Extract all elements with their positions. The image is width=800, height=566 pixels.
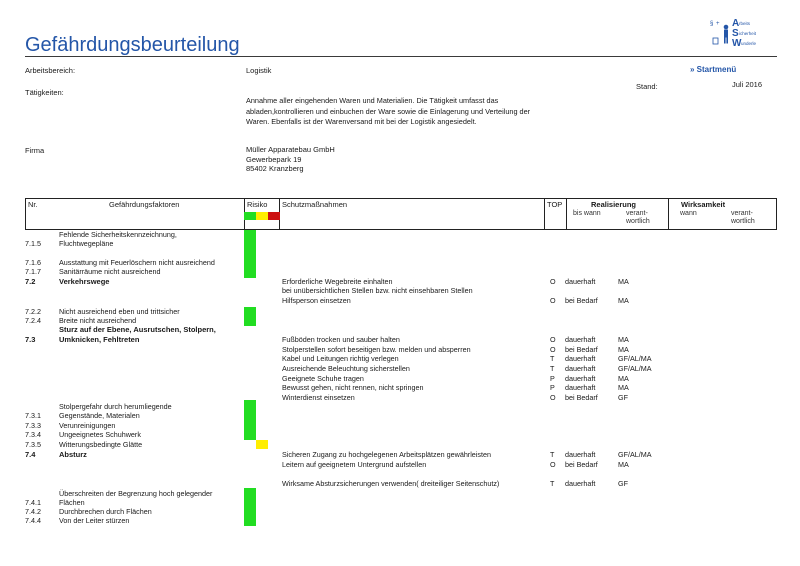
table-row: Überschreiten der Begrenzung hoch gelegender: [59, 489, 213, 498]
taetigkeiten-value: Annahme aller eingehenden Waren und Materialien. Die Tätigkeit umfasst das abladen,kontrollieren und einbuchen der Ware sowie die Einlagerung und Verteilung der Waren. Ebenfalls ist der Warenversand mit bei der Logistik angesiedelt.: [246, 96, 531, 126]
measure-row: Leitern auf geeignetem Untergrund aufstellen O bei Bedarf MA: [282, 460, 629, 469]
table-row: 7.3.1 Gegenstände, Materialen: [25, 411, 140, 420]
logo-letter-w: W: [732, 38, 742, 49]
col-nr: Nr.: [28, 200, 38, 209]
table-row: 7.1.6 Ausstattung mit Feuerlöschern nicht ausreichend: [25, 258, 215, 267]
col-verant-b2: wortlich: [731, 218, 755, 225]
col-measures: Schutzmaßnahmen: [282, 200, 348, 209]
arbeitsbereich-value: Logistik: [246, 66, 272, 75]
col-top: TOP: [547, 200, 563, 209]
table-row-section: 7.4 Absturz: [25, 450, 87, 459]
table-row: 7.3.4 Ungeeignetes Schuhwerk: [25, 430, 141, 439]
table-header: [25, 198, 777, 230]
table-row: 7.1.7 Sanitärräume nicht ausreichend: [25, 267, 161, 276]
col-wann: wann: [680, 210, 697, 217]
col-realisierung: Realisierung: [591, 200, 637, 209]
measure-row: Geeignete Schuhe tragen P dauerhaft MA: [282, 374, 629, 383]
col-factors: Gefährdungsfaktoren: [109, 200, 180, 209]
asw-logo: [708, 16, 778, 50]
svg-text:+: +: [716, 21, 720, 27]
table-row: 7.3.5 Witterungsbedingte Glätte: [25, 440, 143, 449]
table-row: 7.4.1 Flächen: [25, 498, 85, 507]
risk-legend-red: [268, 212, 280, 220]
measure-row: Hilfsperson einsetzen O bei Bedarf MA: [282, 296, 629, 305]
measure-row: Erforderliche Wegebreite einhalten O dauerhaft MA: [282, 277, 629, 286]
risk-legend-yellow: [256, 212, 268, 220]
table-row: 7.2.2 Nicht ausreichend eben und trittsicher: [25, 307, 180, 316]
table-row-section: 7.3 Umknicken, Fehltreten: [25, 335, 140, 344]
logo-word-2: icherheit: [739, 31, 757, 36]
col-verant-a1: verant-: [626, 210, 648, 217]
col-wirksamkeit: Wirksamkeit: [681, 200, 726, 209]
logo-letter-s: S: [732, 28, 739, 39]
firma-label: Firma: [25, 146, 45, 155]
table-row-section: 7.2 Verkehrswege: [25, 277, 110, 286]
risk-block-green-1: [244, 230, 256, 278]
col-verant-b1: verant-: [731, 210, 753, 217]
firma-street: Gewerbepark 19: [246, 154, 302, 164]
taetigkeiten-label: Tätigkeiten:: [25, 88, 64, 97]
firma-name: Müller Apparatebau GmbH: [246, 145, 335, 154]
table-row: 7.4.2 Durchbrechen durch Flächen: [25, 507, 152, 516]
table-row: Fehlende Sicherheitskennzeichnung,: [59, 230, 177, 239]
title-divider: [25, 56, 777, 57]
measure-row: Stolperstellen sofort beseitigen bzw. melden und absperren O bei Bedarf MA: [282, 345, 629, 354]
page-title: Gefährdungsbeurteilung: [25, 34, 240, 56]
measure-row: Kabel und Leitungen richtig verlegen T dauerhaft GF/AL/MA: [282, 354, 652, 363]
table-row: 7.2.4 Breite nicht ausreichend: [25, 316, 137, 325]
col-bis-wann: bis wann: [573, 210, 601, 217]
arbeitsbereich-label: Arbeitsbereich:: [25, 66, 76, 75]
measure-row: Winterdienst einsetzen O bei Bedarf GF: [282, 393, 628, 402]
risk-block-yellow-1: [256, 440, 268, 449]
stand-label: Stand:: [636, 82, 658, 91]
risk-block-green-3: [244, 400, 256, 440]
table-row: 7.4.4 Von der Leiter stürzen: [25, 516, 130, 525]
measure-row: bei unübersichtlichen Stellen bzw. nicht einsehbaren Stellen: [282, 286, 473, 295]
measure-row: Fußböden trocken und sauber halten O dauerhaft MA: [282, 335, 629, 344]
measure-row: Sicheren Zugang zu hochgelegenen Arbeitsplätzen gewährleisten T dauerhaft GF/AL/MA: [282, 450, 652, 459]
col-risiko: Risiko: [247, 200, 268, 209]
risk-legend-green: [244, 212, 256, 220]
logo-word-3: underle: [741, 41, 757, 46]
table-row-section: Sturz auf der Ebene, Ausrutschen, Stolpern,: [59, 325, 216, 334]
col-verant-a2: wortlich: [626, 218, 650, 225]
measure-row: Wirksame Absturzsicherungen verwenden( dreiteiliger Seitenschutz) T dauerhaft GF: [282, 479, 628, 488]
firma-city: 85402 Kranzberg: [246, 164, 304, 173]
table-row: 7.1.5 Fluchtwegepläne: [25, 239, 114, 248]
risk-block-green-4: [244, 488, 256, 526]
measure-row: Ausreichende Beleuchtung sicherstellen T dauerhaft GF/AL/MA: [282, 364, 652, 373]
logo-word-1: rbeits: [739, 21, 751, 26]
firma-block: [246, 145, 335, 174]
logo-letter-a: A: [732, 18, 740, 29]
table-row: 7.3.3 Verunreinigungen: [25, 421, 116, 430]
measure-row: Bewusst gehen, nicht rennen, nicht springen P dauerhaft MA: [282, 383, 629, 392]
table-row: Stolpergefahr durch herumliegende: [59, 402, 172, 411]
stand-value: Juli 2016: [732, 80, 763, 89]
svg-text:§: §: [710, 21, 714, 27]
startmenu-link[interactable]: » Startmenü: [690, 65, 737, 74]
risk-block-green-2: [244, 307, 256, 326]
